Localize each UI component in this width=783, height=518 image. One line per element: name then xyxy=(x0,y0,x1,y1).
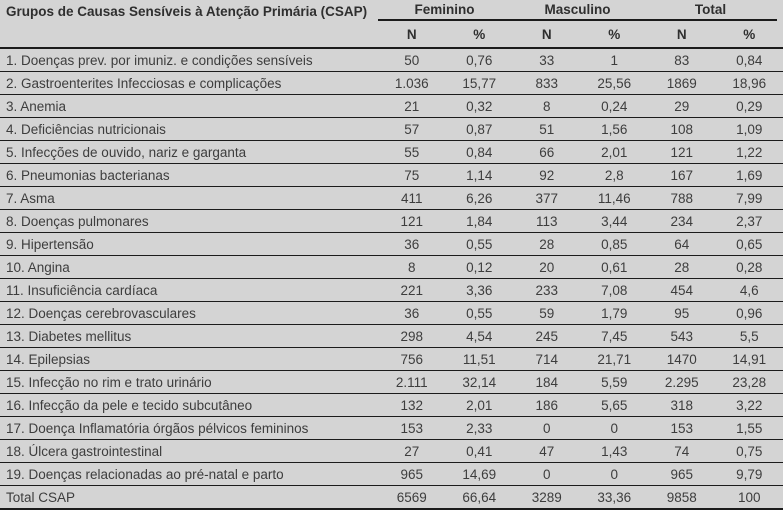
subheader-total-pct: % xyxy=(743,26,756,42)
row-value: 298 xyxy=(400,328,424,344)
table-row xyxy=(0,325,783,348)
row-value: 788 xyxy=(670,190,694,206)
subheader-feminino-pct: % xyxy=(473,26,486,42)
row-value: 377 xyxy=(535,190,559,206)
table-row xyxy=(0,440,783,463)
row-value: 245 xyxy=(535,328,559,344)
row-value: 184 xyxy=(535,374,559,390)
row-value: 6569 xyxy=(396,489,427,505)
row-value: 1 xyxy=(610,52,618,68)
row-value: 0,75 xyxy=(736,443,763,459)
row-value: 0 xyxy=(542,420,551,436)
table-row xyxy=(0,486,783,510)
row-value: 23,28 xyxy=(732,374,767,390)
table-row xyxy=(0,187,783,210)
row-value: 0,61 xyxy=(601,259,628,275)
subheader-feminino-n: N xyxy=(406,26,417,42)
row-value: 714 xyxy=(535,351,559,367)
row-value: 113 xyxy=(535,213,558,229)
row-value: 36 xyxy=(404,305,420,321)
row-value: 83 xyxy=(674,52,690,68)
table-row xyxy=(0,233,783,256)
row-value: 18,96 xyxy=(732,75,767,91)
row-value: 33,36 xyxy=(597,489,632,505)
row-label: Total CSAP xyxy=(6,489,76,505)
subheader-total-n: N xyxy=(676,26,687,42)
row-value: 11,51 xyxy=(462,351,496,367)
row-value: 8 xyxy=(407,259,416,275)
row-value: 153 xyxy=(670,420,694,436)
table-row xyxy=(0,141,783,164)
table-row xyxy=(0,302,783,325)
row-value: 0,29 xyxy=(736,98,763,114)
row-value: 5,5 xyxy=(739,328,759,344)
row-value: 132 xyxy=(400,397,424,413)
table-row xyxy=(0,210,783,233)
row-value: 1,43 xyxy=(601,443,628,459)
table-title: Grupos de Causas Sensíveis à Atenção Primária (CSAP) xyxy=(6,4,368,19)
row-label: 4. Deficiências nutricionais xyxy=(6,121,166,137)
row-value: 21,71 xyxy=(597,351,632,367)
table-row xyxy=(0,256,783,279)
row-value: 4,54 xyxy=(466,328,493,344)
row-value: 28 xyxy=(674,259,690,275)
row-value: 14,91 xyxy=(732,351,767,367)
table-row xyxy=(0,394,783,417)
row-value: 756 xyxy=(400,351,424,367)
row-label: 15. Infecção no rim e trato urinário xyxy=(6,374,212,390)
row-label: 5. Infecções de ouvido, nariz e garganta xyxy=(6,144,247,160)
row-label: 6. Pneumonias bacterianas xyxy=(6,167,170,183)
table-row xyxy=(0,72,783,95)
row-label: 12. Doenças cerebrovasculares xyxy=(6,305,196,321)
row-value: 1,22 xyxy=(736,144,763,160)
row-value: 36 xyxy=(404,236,420,252)
row-value: 318 xyxy=(670,397,694,413)
row-label: 8. Doenças pulmonares xyxy=(6,213,149,229)
row-value: 3,22 xyxy=(736,397,763,413)
row-label: 13. Diabetes mellitus xyxy=(6,328,132,344)
row-value: 0,24 xyxy=(601,98,628,114)
row-value: 2,8 xyxy=(604,167,624,183)
row-label: 2. Gastroenterites Infecciosas e complicações xyxy=(6,75,282,91)
row-value: 0,32 xyxy=(466,98,493,114)
column-group-total: Total xyxy=(694,2,727,17)
row-value: 0,55 xyxy=(466,305,493,321)
row-value: 9,79 xyxy=(736,466,763,482)
column-group-feminino: Feminino xyxy=(414,2,475,17)
row-value: 27 xyxy=(404,443,420,459)
row-value: 0,65 xyxy=(736,236,763,252)
row-value: 6,26 xyxy=(466,190,493,206)
subheader-masculino-pct: % xyxy=(608,26,621,42)
row-value: 57 xyxy=(404,121,420,137)
row-label: 14. Epilepsias xyxy=(6,351,91,367)
row-value: 221 xyxy=(400,282,424,298)
table-row xyxy=(0,279,783,302)
row-value: 7,45 xyxy=(601,328,628,344)
row-value: 5,65 xyxy=(601,397,628,413)
row-value: 0,84 xyxy=(466,144,493,160)
header-columns-area xyxy=(378,0,783,47)
row-value: 100 xyxy=(737,489,761,505)
table-row xyxy=(0,118,783,141)
table-row xyxy=(0,371,783,394)
row-value: 0,85 xyxy=(601,236,628,252)
row-value: 2,01 xyxy=(601,144,628,160)
row-value: 59 xyxy=(539,305,555,321)
row-value: 0,28 xyxy=(736,259,763,275)
row-value: 5,59 xyxy=(601,374,628,390)
row-value: 0,87 xyxy=(466,121,493,137)
row-value: 4,6 xyxy=(739,282,759,298)
row-value: 28 xyxy=(539,236,555,252)
row-value: 50 xyxy=(404,52,420,68)
row-value: 3,44 xyxy=(601,213,628,229)
row-value: 51 xyxy=(539,121,555,137)
row-value: 0 xyxy=(610,466,618,482)
row-value: 543 xyxy=(670,328,694,344)
row-label: 18. Úlcera gastrointestinal xyxy=(6,443,163,459)
row-value: 20 xyxy=(539,259,555,275)
row-value: 108 xyxy=(670,121,694,137)
row-value: 0,76 xyxy=(466,52,493,68)
row-label: 3. Anemia xyxy=(6,98,67,114)
row-value: 0,96 xyxy=(736,305,763,321)
table-row xyxy=(0,348,783,371)
row-value: 11,46 xyxy=(597,190,631,206)
row-value: 1,56 xyxy=(601,121,628,137)
row-value: 0,12 xyxy=(466,259,493,275)
row-value: 965 xyxy=(670,466,694,482)
subheader-row xyxy=(378,21,783,47)
row-label: 7. Asma xyxy=(6,190,55,206)
row-value: 47 xyxy=(539,443,555,459)
row-value: 1,09 xyxy=(736,121,763,137)
row-value: 25,56 xyxy=(597,75,632,91)
column-group-masculino: Masculino xyxy=(544,2,611,17)
row-label: 1. Doenças prev. por imuniz. e condições sensíveis xyxy=(6,52,313,68)
row-label: 17. Doença Inflamatória órgãos pélvicos femininos xyxy=(6,420,309,436)
row-value: 167 xyxy=(670,167,694,183)
row-value: 833 xyxy=(535,75,559,91)
row-label: 10. Angina xyxy=(6,259,70,275)
row-value: 8 xyxy=(542,98,551,114)
table-row xyxy=(0,95,783,118)
row-value: 3289 xyxy=(531,489,562,505)
row-value: 1,14 xyxy=(466,167,493,183)
row-value: 1470 xyxy=(666,351,697,367)
row-value: 1869 xyxy=(666,75,697,91)
row-value: 1,55 xyxy=(736,420,763,436)
row-label: 9. Hipertensão xyxy=(6,236,94,252)
row-value: 29 xyxy=(674,98,690,114)
row-value: 2,01 xyxy=(466,397,493,413)
row-value: 233 xyxy=(535,282,559,298)
row-value: 32,14 xyxy=(462,374,497,390)
row-value: 234 xyxy=(670,213,694,229)
row-value: 9858 xyxy=(666,489,697,505)
row-value: 411 xyxy=(400,190,423,206)
table-row xyxy=(0,164,783,187)
row-value: 66,64 xyxy=(462,489,497,505)
row-value: 66 xyxy=(539,144,555,160)
row-label: 16. Infecção da pele e tecido subcutâneo xyxy=(6,397,253,413)
table-row xyxy=(0,417,783,440)
row-value: 7,99 xyxy=(736,190,763,206)
table-row xyxy=(0,463,783,486)
row-value: 1,84 xyxy=(466,213,493,229)
row-value: 0,41 xyxy=(466,443,493,459)
row-value: 186 xyxy=(535,397,559,413)
table-row xyxy=(0,49,783,72)
row-value: 0 xyxy=(542,466,551,482)
row-value: 7,08 xyxy=(601,282,628,298)
row-value: 74 xyxy=(674,443,690,459)
row-value: 55 xyxy=(404,144,420,160)
row-label: 19. Doenças relacionadas ao pré-natal e parto xyxy=(6,466,284,482)
row-value: 965 xyxy=(400,466,424,482)
table-body xyxy=(0,49,783,510)
row-value: 121 xyxy=(400,213,424,229)
row-value: 2.295 xyxy=(664,374,699,390)
row-label: 11. Insuficiência cardíaca xyxy=(6,282,158,298)
row-value: 21 xyxy=(404,98,420,114)
row-value: 1,69 xyxy=(736,167,763,183)
row-value: 64 xyxy=(674,236,690,252)
row-value: 2,37 xyxy=(736,213,763,229)
row-value: 2.111 xyxy=(395,374,428,390)
row-value: 454 xyxy=(670,282,694,298)
column-group-row xyxy=(378,0,777,21)
row-value: 121 xyxy=(670,144,694,160)
table-header xyxy=(0,0,783,49)
row-value: 3,36 xyxy=(466,282,493,298)
row-value: 14,69 xyxy=(462,466,497,482)
row-value: 0,84 xyxy=(736,52,763,68)
row-value: 2,33 xyxy=(466,420,493,436)
row-value: 1,79 xyxy=(601,305,628,321)
row-value: 33 xyxy=(539,52,555,68)
row-value: 75 xyxy=(404,167,420,183)
row-value: 1.036 xyxy=(394,75,429,91)
subheader-masculino-n: N xyxy=(541,26,552,42)
row-value: 153 xyxy=(400,420,424,436)
row-value: 95 xyxy=(674,305,690,321)
row-value: 15,77 xyxy=(462,75,497,91)
row-value: 0 xyxy=(610,420,618,436)
row-value: 0,55 xyxy=(466,236,493,252)
row-value: 92 xyxy=(539,167,555,183)
